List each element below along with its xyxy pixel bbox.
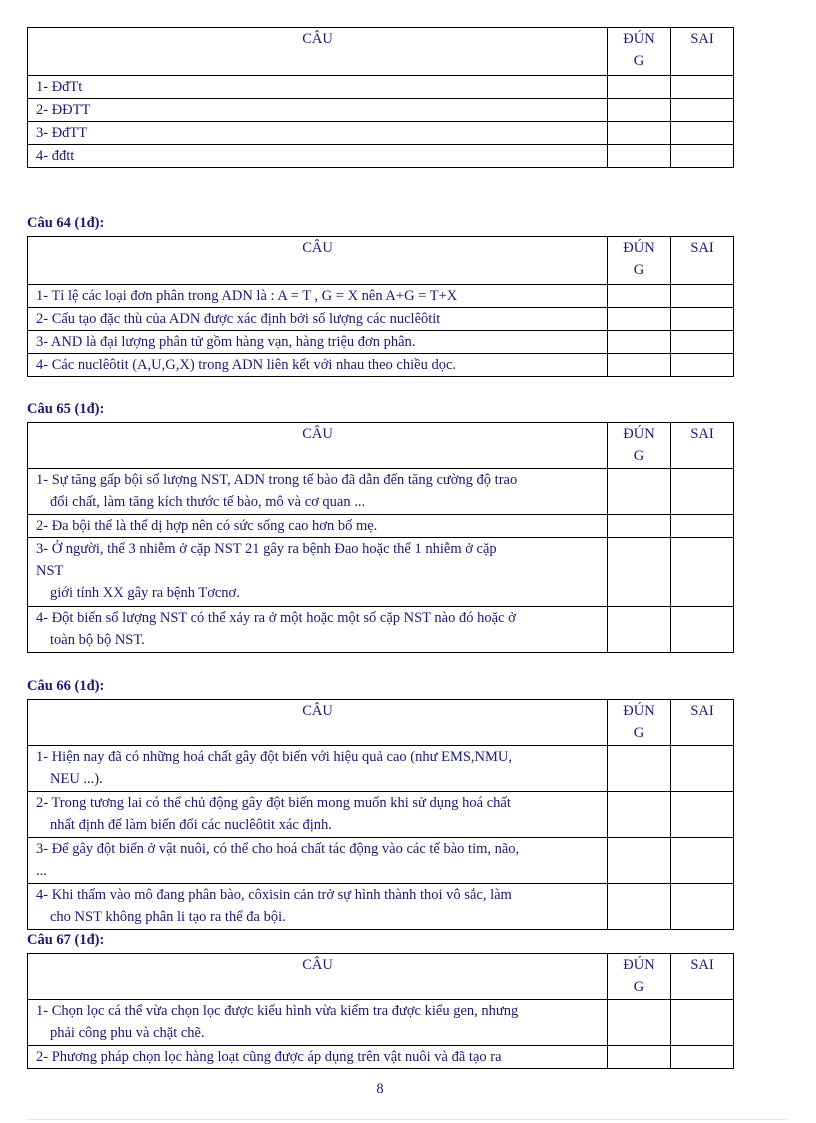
header-sai: SAI xyxy=(671,423,734,469)
answer-dung-cell[interactable] xyxy=(608,285,671,308)
question-66-title: Câu 66 (1đ): xyxy=(27,678,105,694)
table-row xyxy=(28,99,734,122)
answer-dung-cell[interactable] xyxy=(608,607,671,653)
question-66-table xyxy=(27,699,734,930)
answer-sai-cell[interactable] xyxy=(671,122,734,145)
answer-sai-cell[interactable] xyxy=(671,76,734,99)
statement: 3- Để gây đột biến ở vật nuôi, có thể cho hoá chất tác động vào các tế bào tim, não, ... xyxy=(28,838,608,884)
table-row xyxy=(28,515,734,538)
question-66-table-block xyxy=(27,699,733,930)
table-row xyxy=(28,285,734,308)
question-64-table-block xyxy=(27,236,733,377)
answer-dung-cell[interactable] xyxy=(608,145,671,168)
answer-sai-cell[interactable] xyxy=(671,331,734,354)
header-dung: ĐÚN G xyxy=(608,28,671,76)
question-63-table xyxy=(27,27,734,168)
answer-sai-cell[interactable] xyxy=(671,746,734,792)
answer-dung-cell[interactable] xyxy=(608,792,671,838)
statement: 4- Khi thấm vào mô đang phân bào, côxisin cản trở sự hình thành thoi vô sắc, làm cho NST không phân li tạo ra thể đa bội. xyxy=(28,884,608,930)
answer-sai-cell[interactable] xyxy=(671,838,734,884)
answer-dung-cell[interactable] xyxy=(608,515,671,538)
header-dung: ĐÚN G xyxy=(608,700,671,746)
statement: 1- Sự tăng gấp bội số lượng NST, ADN trong tế bào đã dẫn đến tăng cường độ trao đổi chất, làm tăng kích thước tế bào, mô và cơ quan ... xyxy=(28,469,608,515)
table-row xyxy=(28,145,734,168)
table-row xyxy=(28,884,734,930)
table-header-row xyxy=(28,700,734,746)
statement: 2- Phương pháp chọn lọc hàng loạt cũng được áp dụng trên vật nuôi và đã tạo ra xyxy=(28,1046,608,1069)
table-header-row xyxy=(28,954,734,1000)
answer-dung-cell[interactable] xyxy=(608,99,671,122)
header-dung: ĐÚN G xyxy=(608,423,671,469)
statement: 3- Ở người, thể 3 nhiễm ở cặp NST 21 gây ra bệnh Đao hoặc thể 1 nhiễm ở cặp NST giới tính XX gây ra bệnh Tơcnơ. xyxy=(28,538,608,607)
answer-dung-cell[interactable] xyxy=(608,354,671,377)
answer-sai-cell[interactable] xyxy=(671,1000,734,1046)
answer-sai-cell[interactable] xyxy=(671,792,734,838)
question-63-table-block xyxy=(27,27,733,168)
header-cau: CÂU xyxy=(28,423,608,469)
answer-sai-cell[interactable] xyxy=(671,1046,734,1069)
table-row xyxy=(28,308,734,331)
answer-dung-cell[interactable] xyxy=(608,838,671,884)
answer-sai-cell[interactable] xyxy=(671,145,734,168)
table-header-row xyxy=(28,237,734,285)
table-row xyxy=(28,122,734,145)
question-65-title: Câu 65 (1đ): xyxy=(27,401,105,417)
question-64-table xyxy=(27,236,734,377)
table-header-row xyxy=(28,423,734,469)
answer-dung-cell[interactable] xyxy=(608,76,671,99)
answer-dung-cell[interactable] xyxy=(608,308,671,331)
statement: 4- đđtt xyxy=(28,145,608,168)
answer-dung-cell[interactable] xyxy=(608,884,671,930)
statement: 3- AND là đại lượng phân tử gồm hàng vạn, hàng triệu đơn phân. xyxy=(28,331,608,354)
statement: 2- Trong tương lai có thể chủ động gây đột biến mong muốn khi sử dụng hoá chất nhất định để làm biến đổi các nuclêôtit xác định. xyxy=(28,792,608,838)
answer-sai-cell[interactable] xyxy=(671,469,734,515)
statement: 2- Cấu tạo đặc thù của ADN được xác định bởi số lượng các nuclêôtit xyxy=(28,308,608,331)
table-row xyxy=(28,838,734,884)
table-row xyxy=(28,538,734,607)
header-sai: SAI xyxy=(671,237,734,285)
answer-sai-cell[interactable] xyxy=(671,99,734,122)
statement: 2- Đa bội thể là thể dị hợp nên có sức sống cao hơn bố mẹ. xyxy=(28,515,608,538)
table-row xyxy=(28,792,734,838)
table-row xyxy=(28,607,734,653)
header-cau: CÂU xyxy=(28,700,608,746)
statement: 1- Hiện nay đã có những hoá chất gây đột biến với hiệu quả cao (như EMS,NMU, NEU ...). xyxy=(28,746,608,792)
answer-dung-cell[interactable] xyxy=(608,746,671,792)
statement: 4- Các nuclêôtit (A,U,G,X) trong ADN liên kết với nhau theo chiều dọc. xyxy=(28,354,608,377)
table-row xyxy=(28,1046,734,1069)
answer-sai-cell[interactable] xyxy=(671,538,734,607)
answer-sai-cell[interactable] xyxy=(671,884,734,930)
statement: 2- ĐĐTT xyxy=(28,99,608,122)
answer-sai-cell[interactable] xyxy=(671,515,734,538)
header-dung: ĐÚN G xyxy=(608,954,671,1000)
answer-dung-cell[interactable] xyxy=(608,1046,671,1069)
header-cau: CÂU xyxy=(28,28,608,76)
answer-sai-cell[interactable] xyxy=(671,308,734,331)
question-64-title: Câu 64 (1đ): xyxy=(27,215,105,231)
statement: 1- Tỉ lệ các loại đơn phân trong ADN là : A = T , G = X nên A+G = T+X xyxy=(28,285,608,308)
question-67-table xyxy=(27,953,734,1069)
answer-sai-cell[interactable] xyxy=(671,285,734,308)
question-65-table-block xyxy=(27,422,733,653)
table-row xyxy=(28,331,734,354)
table-row xyxy=(28,76,734,99)
answer-dung-cell[interactable] xyxy=(608,331,671,354)
answer-sai-cell[interactable] xyxy=(671,607,734,653)
statement: 1- ĐđTt xyxy=(28,76,608,99)
page-number: 8 xyxy=(376,1081,384,1097)
answer-sai-cell[interactable] xyxy=(671,354,734,377)
header-sai: SAI xyxy=(671,700,734,746)
statement: 3- ĐđTT xyxy=(28,122,608,145)
question-67-title: Câu 67 (1đ): xyxy=(27,932,105,948)
answer-dung-cell[interactable] xyxy=(608,538,671,607)
statement: 4- Đột biến số lượng NST có thể xảy ra ở một hoặc một số cặp NST nào đó hoặc ở toàn bộ bộ NST. xyxy=(28,607,608,653)
table-header-row xyxy=(28,28,734,76)
table-row xyxy=(28,746,734,792)
table-row xyxy=(28,354,734,377)
answer-dung-cell[interactable] xyxy=(608,1000,671,1046)
table-row xyxy=(28,1000,734,1046)
question-67-table-block xyxy=(27,953,733,1069)
header-sai: SAI xyxy=(671,28,734,76)
page-divider xyxy=(27,1119,787,1120)
answer-dung-cell[interactable] xyxy=(608,469,671,515)
header-cau: CÂU xyxy=(28,954,608,1000)
question-65-table xyxy=(27,422,734,653)
table-row xyxy=(28,469,734,515)
header-dung: ĐÚN G xyxy=(608,237,671,285)
header-cau: CÂU xyxy=(28,237,608,285)
answer-dung-cell[interactable] xyxy=(608,122,671,145)
header-sai: SAI xyxy=(671,954,734,1000)
statement: 1- Chọn lọc cá thể vừa chọn lọc được kiểu hình vừa kiểm tra được kiểu gen, nhưng phải công phu và chặt chẽ. xyxy=(28,1000,608,1046)
